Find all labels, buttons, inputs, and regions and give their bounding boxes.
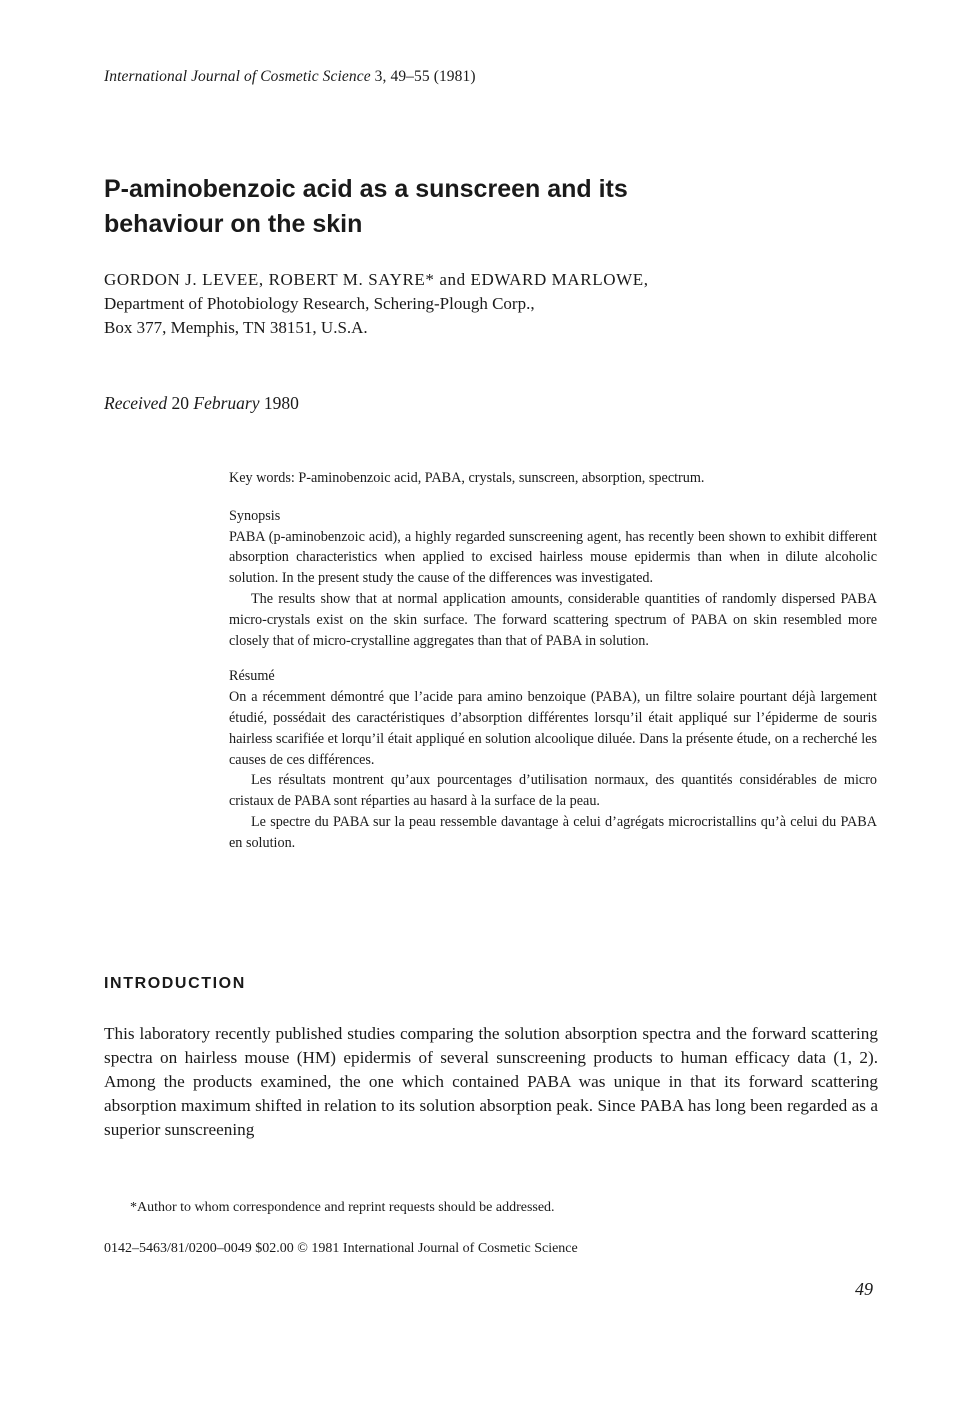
received-date bbox=[104, 393, 299, 414]
affiliation-line-1: Department of Photobiology Research, Schering-Plough Corp., bbox=[104, 294, 535, 313]
received-year: 1980 bbox=[263, 393, 299, 413]
introduction-body: This laboratory recently published studies comparing the solution absorption spectra and the forward scattering spectra on hairless mouse (HM) epidermis of several sunscreening products to human efficacy data (1, 2). Among the products examined, the one which contained PABA was unique in that its forward scattering absorption maximum shifted in relation to its solution absorption peak. Since PABA has long been regarded as a superior sunscreening bbox=[104, 1024, 878, 1139]
synopsis-paragraph-2: The results show that at normal application amounts, considerable quantities of randomly dispersed PABA micro-crystals exist on the skin surface. The forward scattering spectrum of PABA on skin resembled more closely that of micro-crystalline aggregates than that of PABA in solution. bbox=[229, 590, 877, 649]
resume-paragraph-1: On a récemment démontré que l’acide para amino benzoique (PABA), un filtre solaire pourtant déjà largement étudié, possédait des caractéristiques d’absorption différentes lorsqu’il était appliqué sur l’épiderme de souris hairless scarifiée et lorqu’il était appliqué en solution alcoolique diluée. Dans la présente étude, on a recherché les causes de ces différences. bbox=[229, 689, 877, 768]
synopsis-heading: Synopsis bbox=[229, 507, 281, 524]
resume-paragraph-3: Le spectre du PABA sur la peau ressemble davantage à celui d’agrégats microcristallins qu’à celui du PABA en solution. bbox=[229, 813, 877, 851]
copyright-line: 0142–5463/81/0200–0049 $02.00 © 1981 International Journal of Cosmetic Science bbox=[104, 1241, 578, 1256]
resume-paragraph-2: Les résultats montrent qu’aux pourcentages d’utilisation normaux, des quantités considérables de micro cristaux de PABA sont réparties au hasard à la surface de la peau. bbox=[229, 772, 877, 810]
keywords: Key words: P-aminobenzoic acid, PABA, crystals, sunscreen, absorption, spectrum. bbox=[229, 470, 705, 486]
journal-name: International Journal of Cosmetic Science bbox=[104, 68, 371, 85]
author-block bbox=[104, 268, 864, 340]
received-label: Received bbox=[104, 393, 168, 413]
journal-citation bbox=[104, 68, 476, 86]
article-title bbox=[104, 172, 804, 242]
abstract-block bbox=[229, 468, 877, 854]
author-names: GORDON J. LEVEE, ROBERT M. SAYRE* and EDWARD MARLOWE, bbox=[104, 270, 649, 289]
article-title-line-2: behaviour on the skin bbox=[104, 210, 363, 238]
author-footnote: *Author to whom correspondence and reprint requests should be addressed. bbox=[130, 1200, 555, 1215]
received-month: February bbox=[193, 393, 260, 413]
journal-volume-pages: 3, 49–55 (1981) bbox=[374, 68, 476, 85]
resume-heading: Résumé bbox=[229, 668, 275, 685]
affiliation-line-2: Box 377, Memphis, TN 38151, U.S.A. bbox=[104, 318, 368, 337]
article-title-line-1: P-aminobenzoic acid as a sunscreen and its bbox=[104, 175, 628, 203]
received-day: 20 bbox=[171, 393, 190, 413]
introduction-heading: INTRODUCTION bbox=[104, 975, 246, 992]
page-number: 49 bbox=[855, 1279, 873, 1299]
synopsis-paragraph-1: PABA (p-aminobenzoic acid), a highly regarded sunscreening agent, has recently been shown to exhibit different absorption characteristics when applied to excised hairless mouse epidermis than when in dilute alcoholic solution. In the present study the cause of the differences was investigated. bbox=[229, 528, 877, 587]
